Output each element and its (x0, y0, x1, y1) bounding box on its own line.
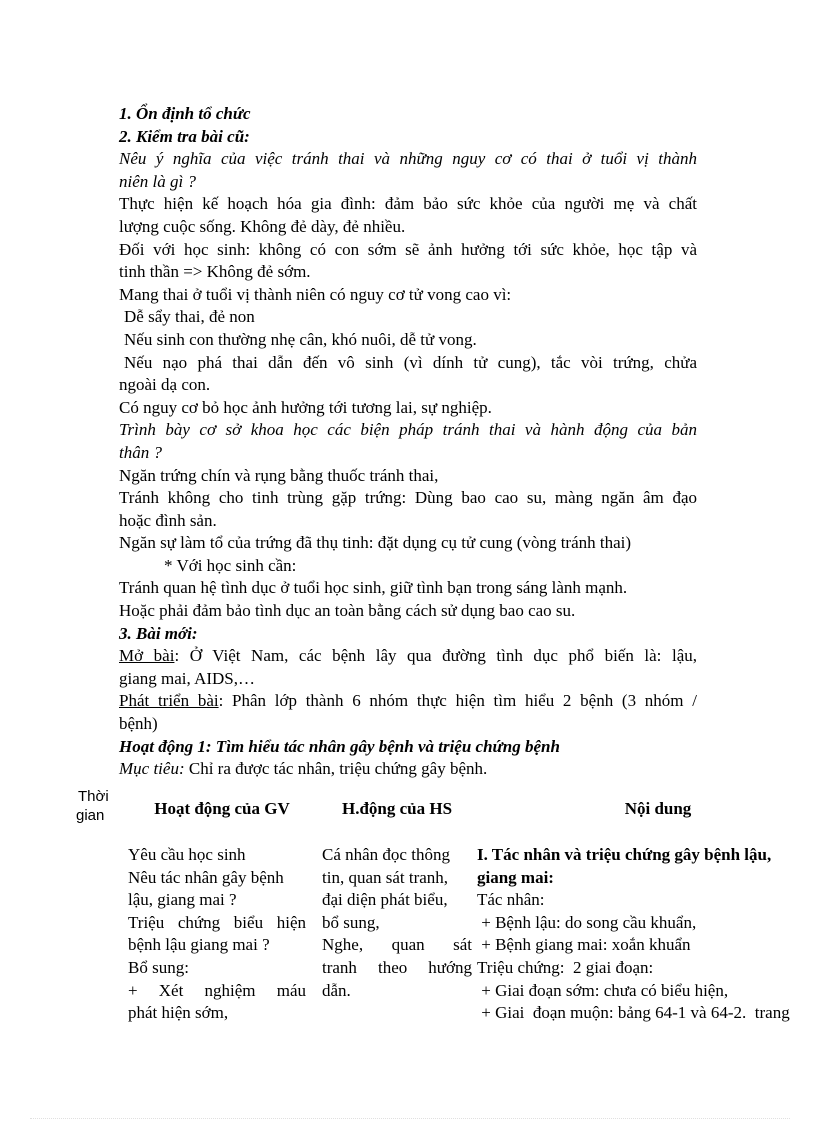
table-header-row (70, 785, 816, 836)
intro-line-2: giang mai, AIDS,… (119, 668, 255, 688)
hs-line: tranh theo hướng (322, 957, 472, 977)
paragraph-dropout: Có nguy cơ bỏ học ảnh hưởng tới tương lai, sự nghiệp. (119, 397, 492, 417)
gv-line: Yêu cầu học sinh (128, 845, 246, 864)
gv-line: lậu, giang mai ? (128, 890, 237, 910)
header-teacher-activity: Hoạt động của GV (154, 799, 290, 818)
section-3-heading: 3. Bài mới: (119, 623, 198, 643)
content-line: + Bệnh lậu: do song cầu khuẩn, (477, 912, 697, 932)
content-heading-line-2: giang mai: (477, 867, 554, 887)
hs-line: Cá nhân đọc thông (322, 845, 450, 864)
gv-line: Triệu chứng biểu hiện (128, 912, 306, 932)
development-text: : Phân lớp thành 6 nhóm thực hiện tìm hiểu 2 bệnh (3 nhóm / (218, 691, 697, 711)
header-time (70, 785, 120, 836)
intro-text: : Ở Việt Nam, các bệnh lây qua đường tình dục phổ biến là: lậu, (174, 646, 697, 666)
page-bottom-divider (30, 1118, 790, 1119)
paragraph-students-heading: * Với học sinh cần: (164, 555, 297, 575)
cell-time (70, 836, 120, 1025)
content-line: Tác nhân: (477, 890, 545, 910)
paragraph-risk: Mang thai ở tuổi vị thành niên có nguy cơ tử vong cao vì: (119, 284, 512, 304)
cell-student-activity (316, 836, 472, 1025)
intro-label: Mở bài (119, 646, 175, 666)
paragraph-abortion-line-1: Nếu nạo phá thai dẫn đến vô sinh (vì dính tử cung), tắc vòi trứng, chửa (124, 352, 697, 372)
header-student-activity: H.động của HS (341, 799, 453, 818)
paragraph-barrier-line-1: Tránh không cho tinh trùng gặp trứng: Dùng bao cao su, màng ngăn âm đạo (119, 488, 697, 508)
objective-line (119, 758, 697, 781)
activity-1-heading: Hoạt động 1: Tìm hiểu tác nhân gây bệnh và triệu chứng bệnh (119, 736, 560, 756)
objective-label: Mục tiêu: (119, 759, 185, 779)
paragraph-students-1: Tránh quan hệ tình dục ở tuổi học sinh, giữ tình bạn trong sáng lành mạnh. (119, 578, 628, 598)
paragraph-barrier-line-2: hoặc đình sản. (119, 510, 217, 530)
section-2-heading: 2. Kiểm tra bài cũ: (119, 126, 250, 146)
gv-line: bệnh lậu giang mai ? (128, 935, 270, 955)
intro-line-1 (119, 645, 697, 668)
development-line-2: bệnh) (119, 714, 158, 734)
development-line-1 (119, 690, 697, 713)
hs-line: đại diện phát biểu, (322, 890, 448, 910)
gv-line: Bổ sung: (128, 957, 189, 977)
gv-line: + Xét nghiệm máu (128, 980, 306, 1000)
header-time-line-2: gian (76, 807, 105, 824)
section-1-heading: 1. Ổn định tổ chức (119, 104, 251, 123)
hs-line: Nghe, quan sát (322, 935, 472, 955)
hs-line: bổ sung, (322, 912, 380, 932)
paragraph-pill: Ngăn trứng chín và rụng bằng thuốc tránh thai, (119, 465, 439, 485)
header-content: Nội dung (624, 799, 692, 818)
answer-2-line-1: Đối với học sinh: không có con sớm sẽ ảnh hưởng tới sức khỏe, học tập và (119, 239, 697, 259)
hs-line: dẫn. (322, 980, 351, 1000)
content-line: + Giai đoạn muộn: bảng 64-1 và 64-2. trang (477, 1003, 790, 1023)
answer-1-line-2: lượng cuộc sống. Không đẻ dày, đẻ nhiều. (119, 216, 406, 236)
development-label: Phát triển bài (119, 691, 219, 711)
cell-content (472, 836, 816, 1025)
activity-table (70, 785, 816, 1025)
objective-text: Chỉ ra được tác nhân, triệu chứng gây bệnh. (184, 759, 488, 779)
content-heading-line-1: I. Tác nhân và triệu chứng gây bệnh lậu, (477, 845, 772, 864)
content-line: + Bệnh giang mai: xoắn khuẩn (477, 935, 691, 955)
answer-1-line-1: Thực hiện kế hoạch hóa gia đình: đảm bảo sức khỏe của người mẹ và chất (119, 194, 697, 214)
table-row (70, 836, 816, 1025)
gv-line: phát hiện sớm, (128, 1003, 229, 1023)
paragraph-abortion-line-2: ngoài dạ con. (119, 375, 211, 395)
header-time-line-1: Thời (78, 788, 109, 805)
content-line: + Giai đoạn sớm: chưa có biểu hiện, (477, 980, 729, 1000)
document-body (119, 103, 697, 781)
question-2-line-2: thân ? (119, 442, 162, 462)
paragraph-students-2: Hoặc phải đảm bảo tình dục an toàn bằng cách sử dụng bao cao su. (119, 601, 576, 621)
question-1-line-2: niên là gì ? (119, 171, 196, 191)
answer-2-line-2: tinh thần => Không đẻ sớm. (119, 262, 311, 282)
cell-teacher-activity (120, 836, 316, 1025)
question-2-line-1: Trình bày cơ sở khoa học các biện pháp tránh thai và hành động của bản (119, 420, 697, 440)
content-line: Triệu chứng: 2 giai đoạn: (477, 957, 654, 977)
gv-line: Nêu tác nhân gây bệnh (128, 867, 284, 887)
hs-line: tin, quan sát tranh, (322, 867, 449, 887)
paragraph-low-weight: Nếu sinh con thường nhẹ cân, khó nuôi, dễ tử vong. (124, 329, 477, 349)
question-1-line-1: Nêu ý nghĩa của việc tránh thai và những nguy cơ có thai ở tuổi vị thành (119, 149, 697, 169)
paragraph-miscarriage: Dễ sẩy thai, đẻ non (124, 307, 255, 327)
paragraph-iud: Ngăn sự làm tổ của trứng đã thụ tinh: đặt dụng cụ tử cung (vòng tránh thai) (119, 533, 632, 553)
